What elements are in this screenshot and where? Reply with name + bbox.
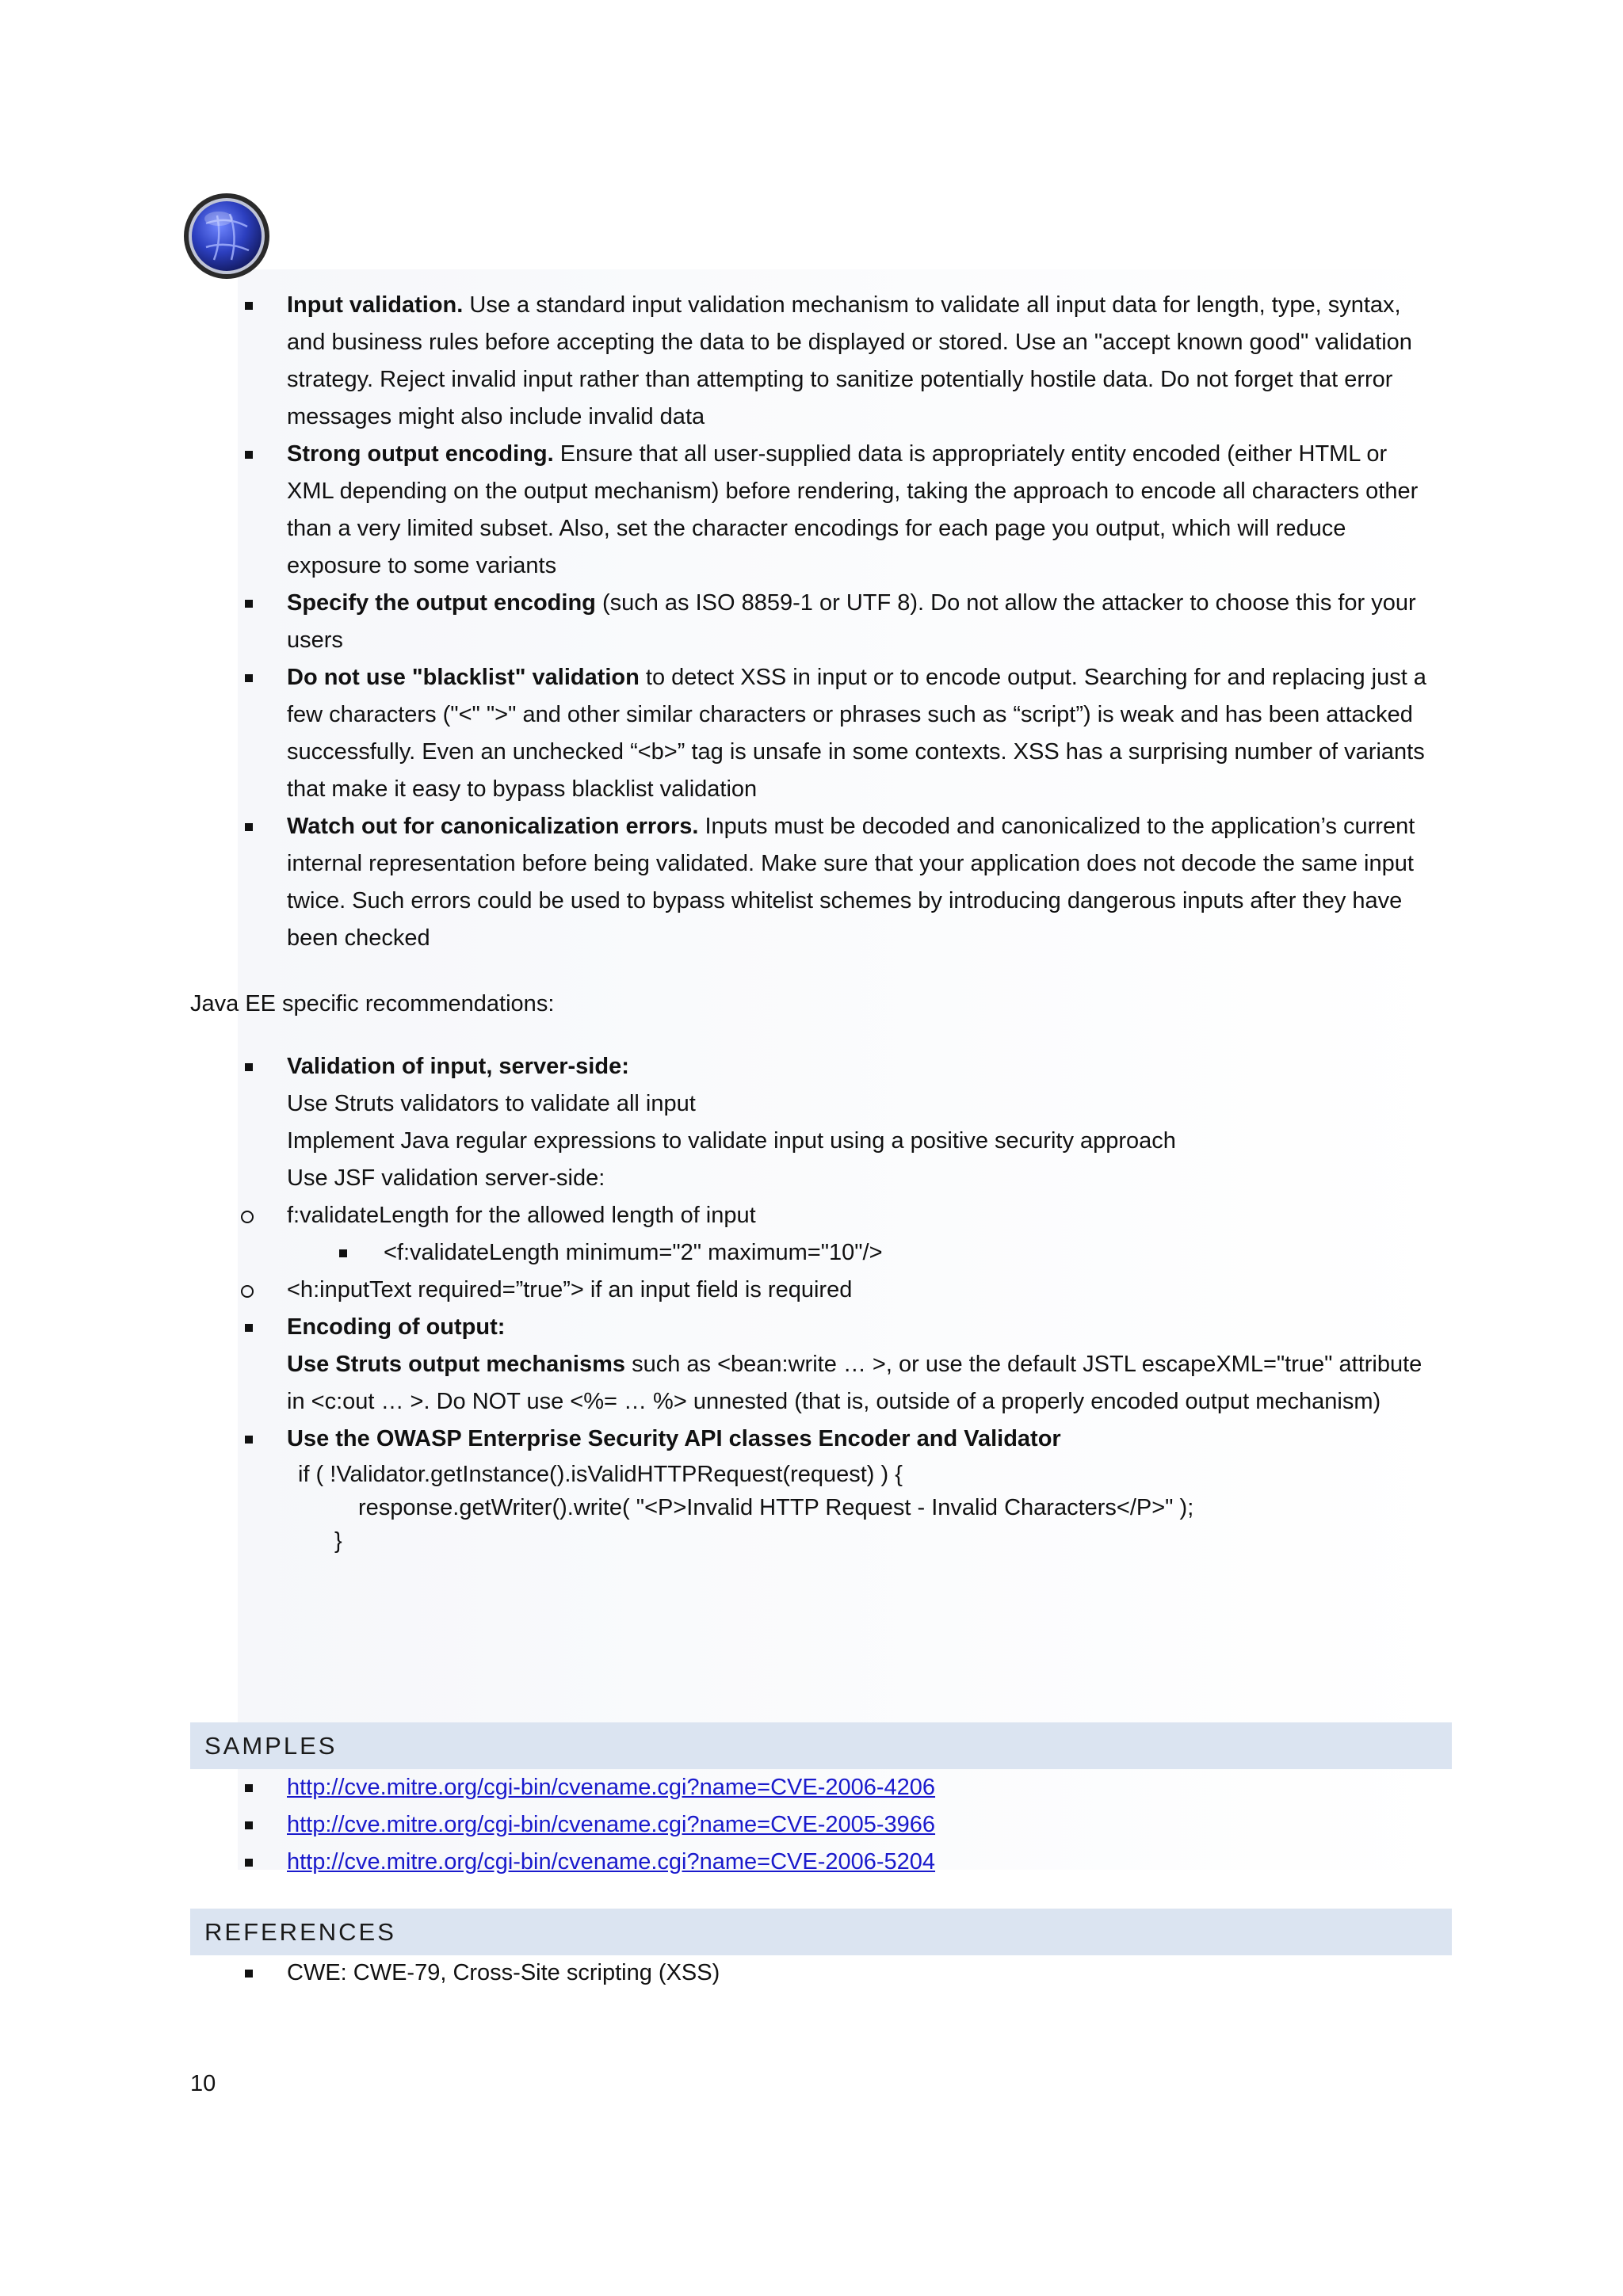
owasp-logo-icon [182,192,271,280]
list-item [287,1048,1436,1197]
item-heading: Specify the output encoding [287,590,596,616]
item-heading: Use the OWASP Enterprise Security API classes Encoder and Validator [287,1426,1061,1451]
item-heading: Validation of input, server-side: [287,1054,629,1079]
cve-link[interactable]: http://cve.mitre.org/cgi-bin/cvename.cgi?name=CVE-2005-3966 [287,1812,936,1837]
reference-text: CWE: CWE-79, Cross-Site scripting (XSS) [287,1960,720,1985]
code-line: response.getWriter().write( "<P>Invalid HTTP Request - Invalid Characters</P>" ); [358,1495,1194,1520]
bullet-icon [243,1309,254,1346]
sub-sub-item-text: <f:validateLength minimum="2" maximum="10"/> [384,1240,883,1265]
item-heading: Encoding of output: [287,1314,506,1340]
item-text: Inputs must be decoded and canonicalized to the application’s current internal representation before being validated. Make sure that your application does not decode the same input twice. Such errors could be used to bypass whitelist schemes by introducing dangerous inputs after they have been checked [287,814,1415,951]
bullet-icon [243,1421,254,1458]
item-subheading: Use Struts output mechanisms [287,1352,626,1377]
cve-link[interactable]: http://cve.mitre.org/cgi-bin/cvename.cgi?name=CVE-2006-5204 [287,1849,936,1875]
item-text: Ensure that all user-supplied data is appropriately entity encoded (either HTML or XML depending on the output mechanism) before rendering, taking the approach to encode all characters other than a very limited subset. Also, set the character encodings for each page you output, which will reduce exposure to some variants [287,441,1419,578]
list-item [287,585,1436,659]
item-text: to detect XSS in input or to encode output. Searching for and replacing just a few characters ("<" ">" and other similar characters or phrases such as “script”) is weak and has been attacked successfully. Even an unchecked “<b>” tag is unsafe in some contexts. XSS has a surprising number of variants that make it easy to bypass blacklist validation [287,665,1426,802]
samples-section-header [190,1722,1452,1769]
list-item [287,1421,1436,1558]
section-title: SAMPLES [204,1732,338,1760]
list-item [287,287,1436,436]
bullet-icon [243,287,254,324]
bullet-icon [243,1769,254,1806]
java-recommendation-list [287,1048,1436,1558]
list-item [287,1955,1436,1992]
bullet-icon [243,659,254,696]
list-item [287,808,1436,957]
list-item [287,1309,1436,1421]
page-number: 10 [190,2071,216,2096]
bullet-icon [243,1844,254,1881]
references-section-header [190,1909,1452,1955]
bullet-icon [243,585,254,622]
list-item [287,1806,1436,1844]
section-title: REFERENCES [204,1918,396,1946]
references-list [287,1955,1436,1992]
bullet-icon [339,1234,347,1272]
item-heading: Strong output encoding. [287,441,554,467]
item-line: Use Struts validators to validate all input [287,1091,696,1116]
list-item [287,1844,1436,1881]
bullet-icon [243,1955,254,1992]
item-heading: Watch out for canonicalization errors. [287,814,699,839]
circle-bullet-icon [241,1272,254,1309]
item-line: Use JSF validation server-side: [287,1165,605,1191]
bullet-icon [243,436,254,473]
item-line: Implement Java regular expressions to validate input using a positive security approach [287,1128,1176,1154]
sub-item-text: f:validateLength for the allowed length of input [287,1203,756,1228]
recommendation-list [287,287,1436,957]
sub-item-text: <h:inputText required=”true”> if an input field is required [287,1277,853,1302]
circle-bullet-icon [241,1197,254,1234]
sub-list-item [192,1197,1436,1234]
bullet-icon [243,1048,254,1085]
sub-sub-list-item [192,1234,1436,1272]
samples-list [287,1769,1436,1881]
item-text: Use a standard input validation mechanism to validate all input data for length, type, syntax, and business rules before accepting the data to be displayed or stored. Use an "accept known good" validation strategy. Reject invalid input rather than attempting to sanitize potentially hostile data. Do not forget that error messages might also include invalid data [287,292,1412,429]
list-item [287,659,1436,808]
item-heading: Do not use "blacklist" validation [287,665,640,690]
item-text: such as <bean:write … >, or use the default JSTL escapeXML="true" attribute in <c:out … >. Do NOT use <%= … %> unnested (that is, outside of a properly encoded output mechanism) [287,1352,1423,1414]
java-intro-text: Java EE specific recommendations: [190,991,555,1016]
bullet-icon [243,1806,254,1844]
cve-link[interactable]: http://cve.mitre.org/cgi-bin/cvename.cgi?name=CVE-2006-4206 [287,1775,936,1800]
list-item [287,1769,1436,1806]
list-item [287,436,1436,585]
code-line: if ( !Validator.getInstance().isValidHTTPRequest(request) ) { [298,1462,903,1487]
code-line: } [334,1528,342,1554]
sub-list-item [192,1272,1436,1309]
bullet-icon [243,808,254,845]
item-heading: Input validation. [287,292,464,318]
item-text: (such as ISO 8859-1 or UTF 8). Do not allow the attacker to choose this for your users [287,590,1416,653]
